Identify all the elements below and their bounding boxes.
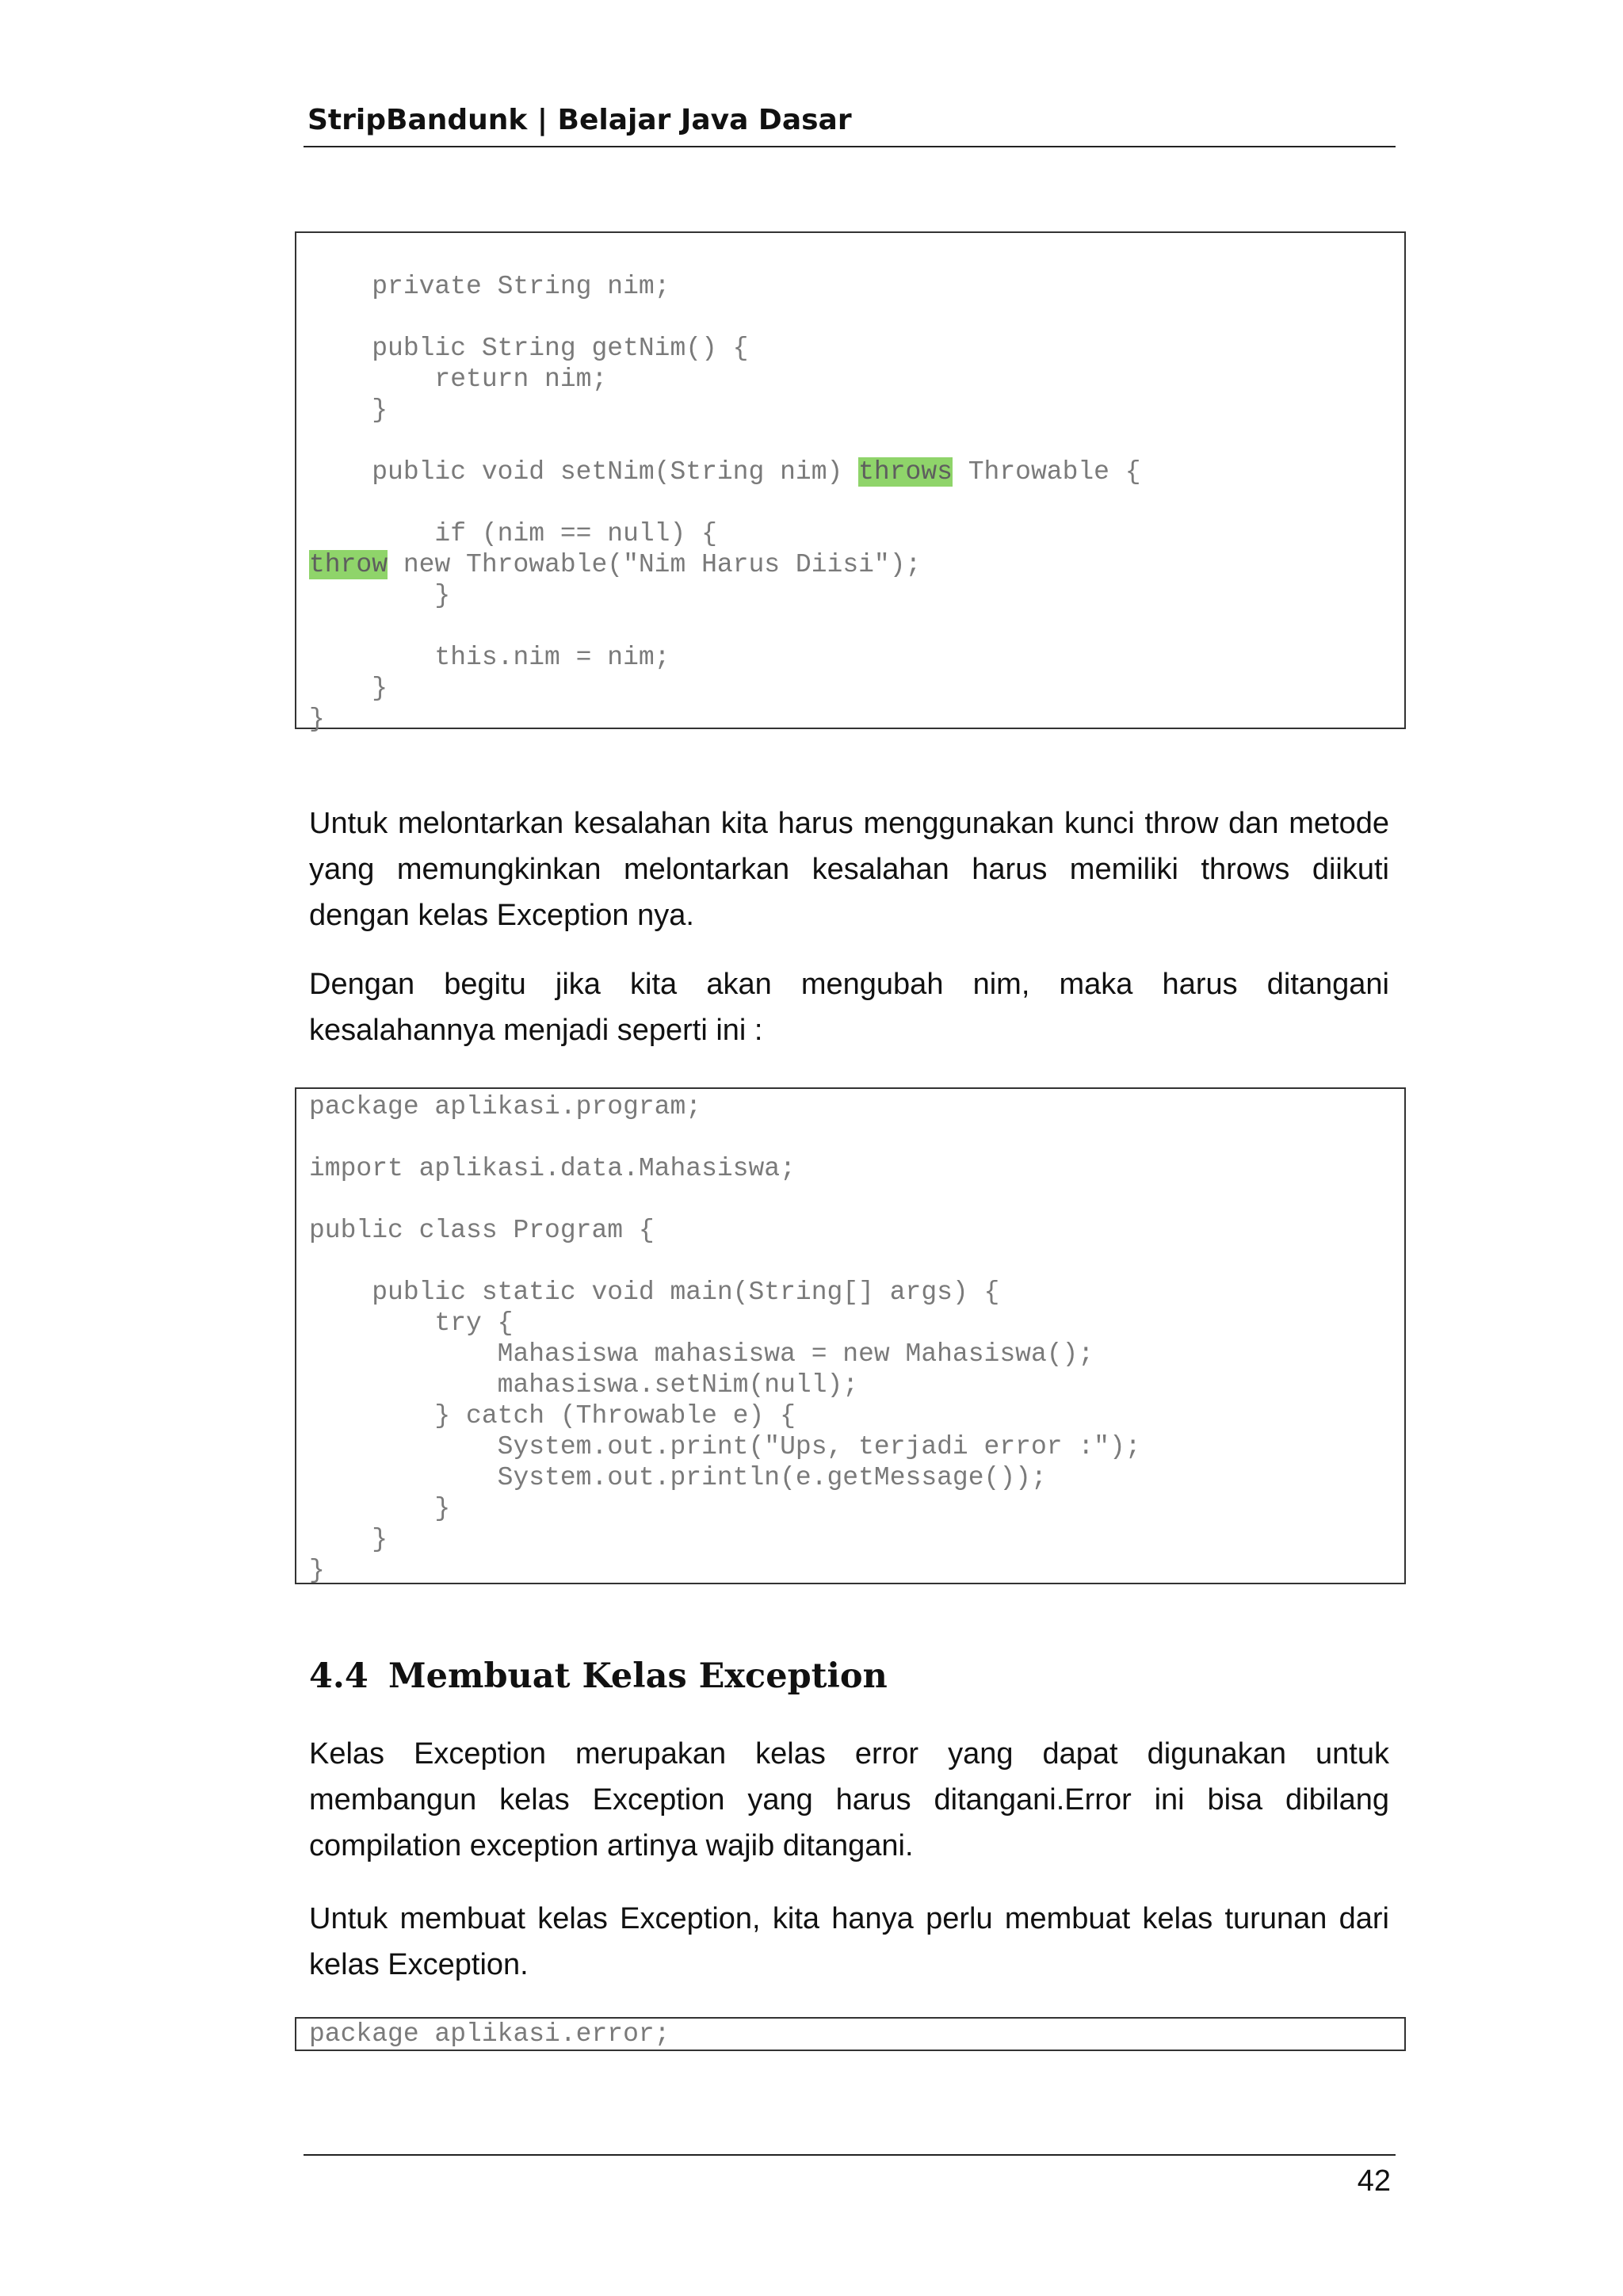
running-header: StripBandunk | Belajar Java Dasar [307, 104, 852, 136]
code-segment: new Throwable("Nim Harus Diisi"); } this.nim = nim; } } [309, 550, 922, 734]
highlighted-keyword: throw [309, 550, 388, 579]
section-title: Membuat Kelas Exception [388, 1656, 888, 1696]
highlighted-keyword: throws [858, 457, 953, 487]
header-divider [304, 146, 1396, 147]
section-heading [309, 1652, 1389, 1700]
code-listing-setnim [309, 240, 1392, 735]
code-block-program [295, 1087, 1406, 1584]
paragraph-exception-class: Kelas Exception merupakan kelas error yang dapat digunakan untuk membangun kelas Exception yang harus ditangani.Error ini bisa dibilang compilation exception artinya wajib ditangani. [309, 1737, 1389, 1862]
code-segment: Throwable { if (nim == null) { [434, 457, 1141, 548]
paragraph-handling-intro: Dengan begitu jika kita akan mengubah nim, maka harus ditangani kesalahannya menjadi seperti ini : [309, 968, 1389, 1047]
code-block-setnim [295, 231, 1406, 734]
footer-divider [304, 2154, 1396, 2156]
code-listing-program: package aplikasi.program; import aplikasi.data.Mahasiswa; public class Program { public static void main(String[] args) { try { Mahasiswa mahasiswa = new Mahasiswa(); mahasiswa.setNim(null); } catch (Throwable e) { System.out.print("Ups, terjadi error :"); System.out.println(e.getMessage()); } } } [309, 1092, 1141, 1585]
page-number: 42 [1357, 2164, 1391, 2198]
code-segment: private String nim; public String getNim() { return nim; } public void setNim(String nim) [372, 272, 843, 487]
paragraph-throw-explanation: Untuk melontarkan kesalahan kita harus menggunakan kunci throw dan metode yang memungkinkan melontarkan kesalahan harus memiliki throws diikuti dengan kelas Exception nya. [309, 807, 1389, 932]
code-listing-package-error: package aplikasi.error; [309, 2019, 670, 2049]
section-number: 4.4 [309, 1656, 369, 1696]
paragraph-create-exception: Untuk membuat kelas Exception, kita hanya perlu membuat kelas turunan dari kelas Exception. [309, 1902, 1389, 1981]
code-block-package-error [295, 2017, 1406, 2051]
